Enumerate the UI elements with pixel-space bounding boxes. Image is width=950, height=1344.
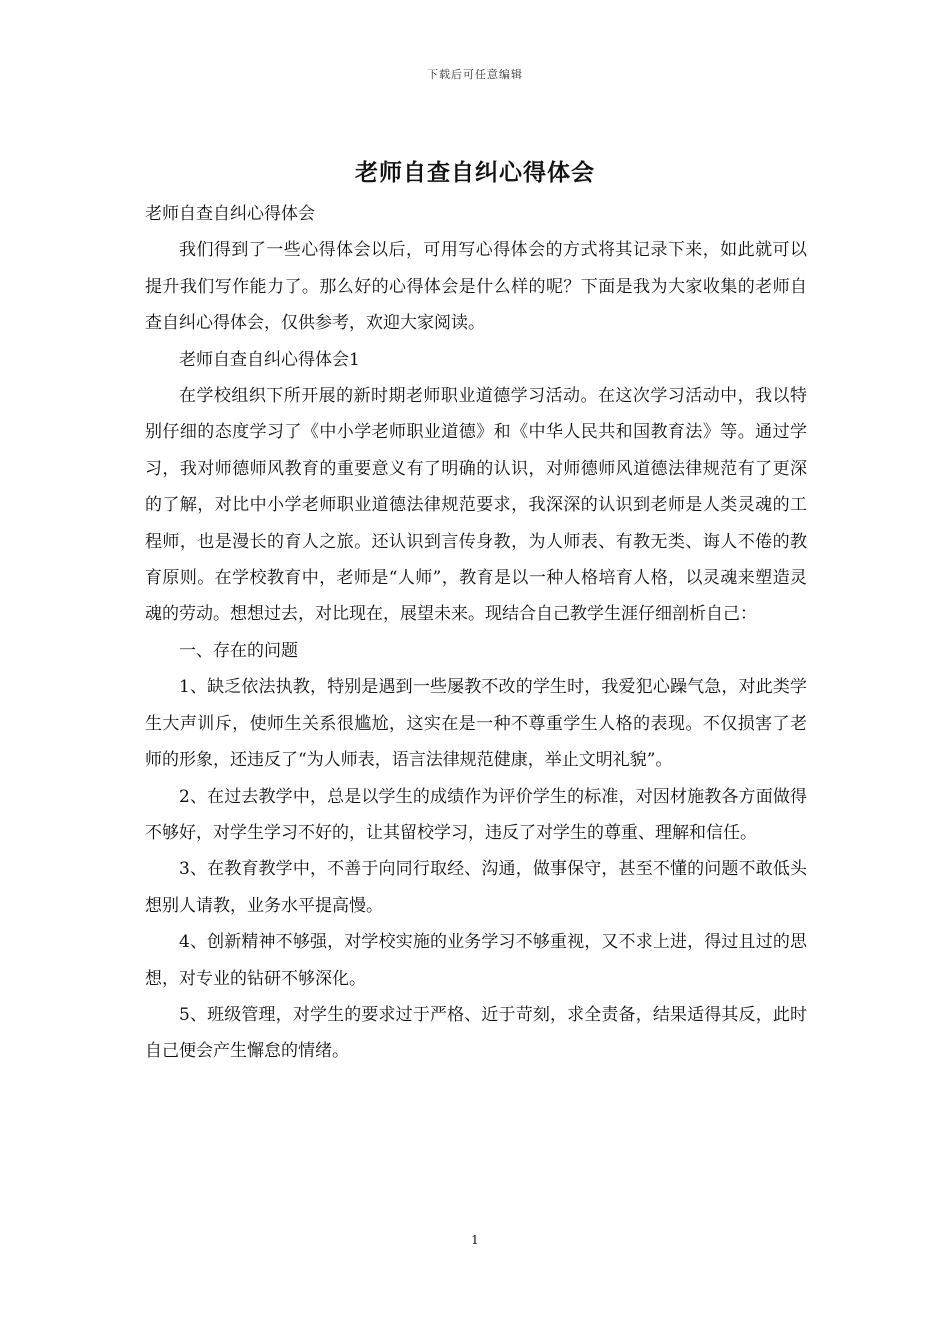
list-item: 3、在教育教学中，不善于向同行取经、沟通，做事保守，甚至不懂的问题不敢低头想别人请教，业务水平提高慢。: [145, 859, 807, 916]
page-number: 1: [471, 1233, 479, 1247]
document-title: 老师自查自纠心得体会: [355, 159, 595, 186]
list-item: 4、创新精神不够强，对学校实施的业务学习不够重视，又不求上进，得过且过的思想，对专业的钻研不够深化。: [145, 932, 807, 989]
section-heading: 一、存在的问题: [179, 640, 298, 661]
header-note: 下载后可任意编辑: [427, 68, 523, 81]
list-item: 2、在过去教学中，总是以学生的成绩作为评价学生的标准，对因材施教各方面做得不够好，对学生学习不好的，让其留校学习，违反了对学生的尊重、理解和信任。: [145, 786, 807, 843]
section-heading: 老师自查自纠心得体会1: [179, 349, 360, 370]
list-item: 5、班级管理，对学生的要求过于严格、近于苛刻，求全责备，结果适得其反，此时自己便会产生懈怠的情绪。: [145, 1004, 807, 1062]
subtitle-paragraph: 老师自查自纠心得体会: [145, 204, 315, 224]
list-item: 1、缺乏依法执教，特别是遇到一些屡教不改的学生时，我爱犯心躁气急，对此类学生大声训斥，使师生关系很尴尬，这实在是一种不尊重学生人格的表现。不仅损害了老师的形象，还违反了“为人师表，语言法律规范健康，举止文明礼貌”。: [145, 677, 807, 771]
body-paragraph: 在学校组织下所开展的新时期老师职业道德学习活动。在这次学习活动中，我以特别仔细的态度学习了《中小学老师职业道德》和《中华人民共和国教育法》等。通过学习，我对师德师风教育的重要意义有了明确的认识，对师德师风道德法律规范有了更深的了解，对比中小学老师职业道德法律规范要求，我深深的认识到老师是人类灵魂的工程师，也是漫长的育人之旅。还认识到言传身教，为人师表、有教无类、诲人不倦的教育原则。在学校教育中，老师是“人师”，教育是以一种人格培育人格，以灵魂来塑造灵魂的劳动。想想过去，对比现在，展望未来。现结合自己教学生涯仔细剖析自己：: [145, 386, 807, 625]
intro-paragraph: 我们得到了一些心得体会以后，可用写心得体会的方式将其记录下来，如此就可以提升我们写作能力了。那么好的心得体会是什么样的呢？下面是我为大家收集的老师自查自纠心得体会，仅供参考，欢迎大家阅读。: [145, 240, 807, 334]
document-body: [145, 196, 807, 1070]
